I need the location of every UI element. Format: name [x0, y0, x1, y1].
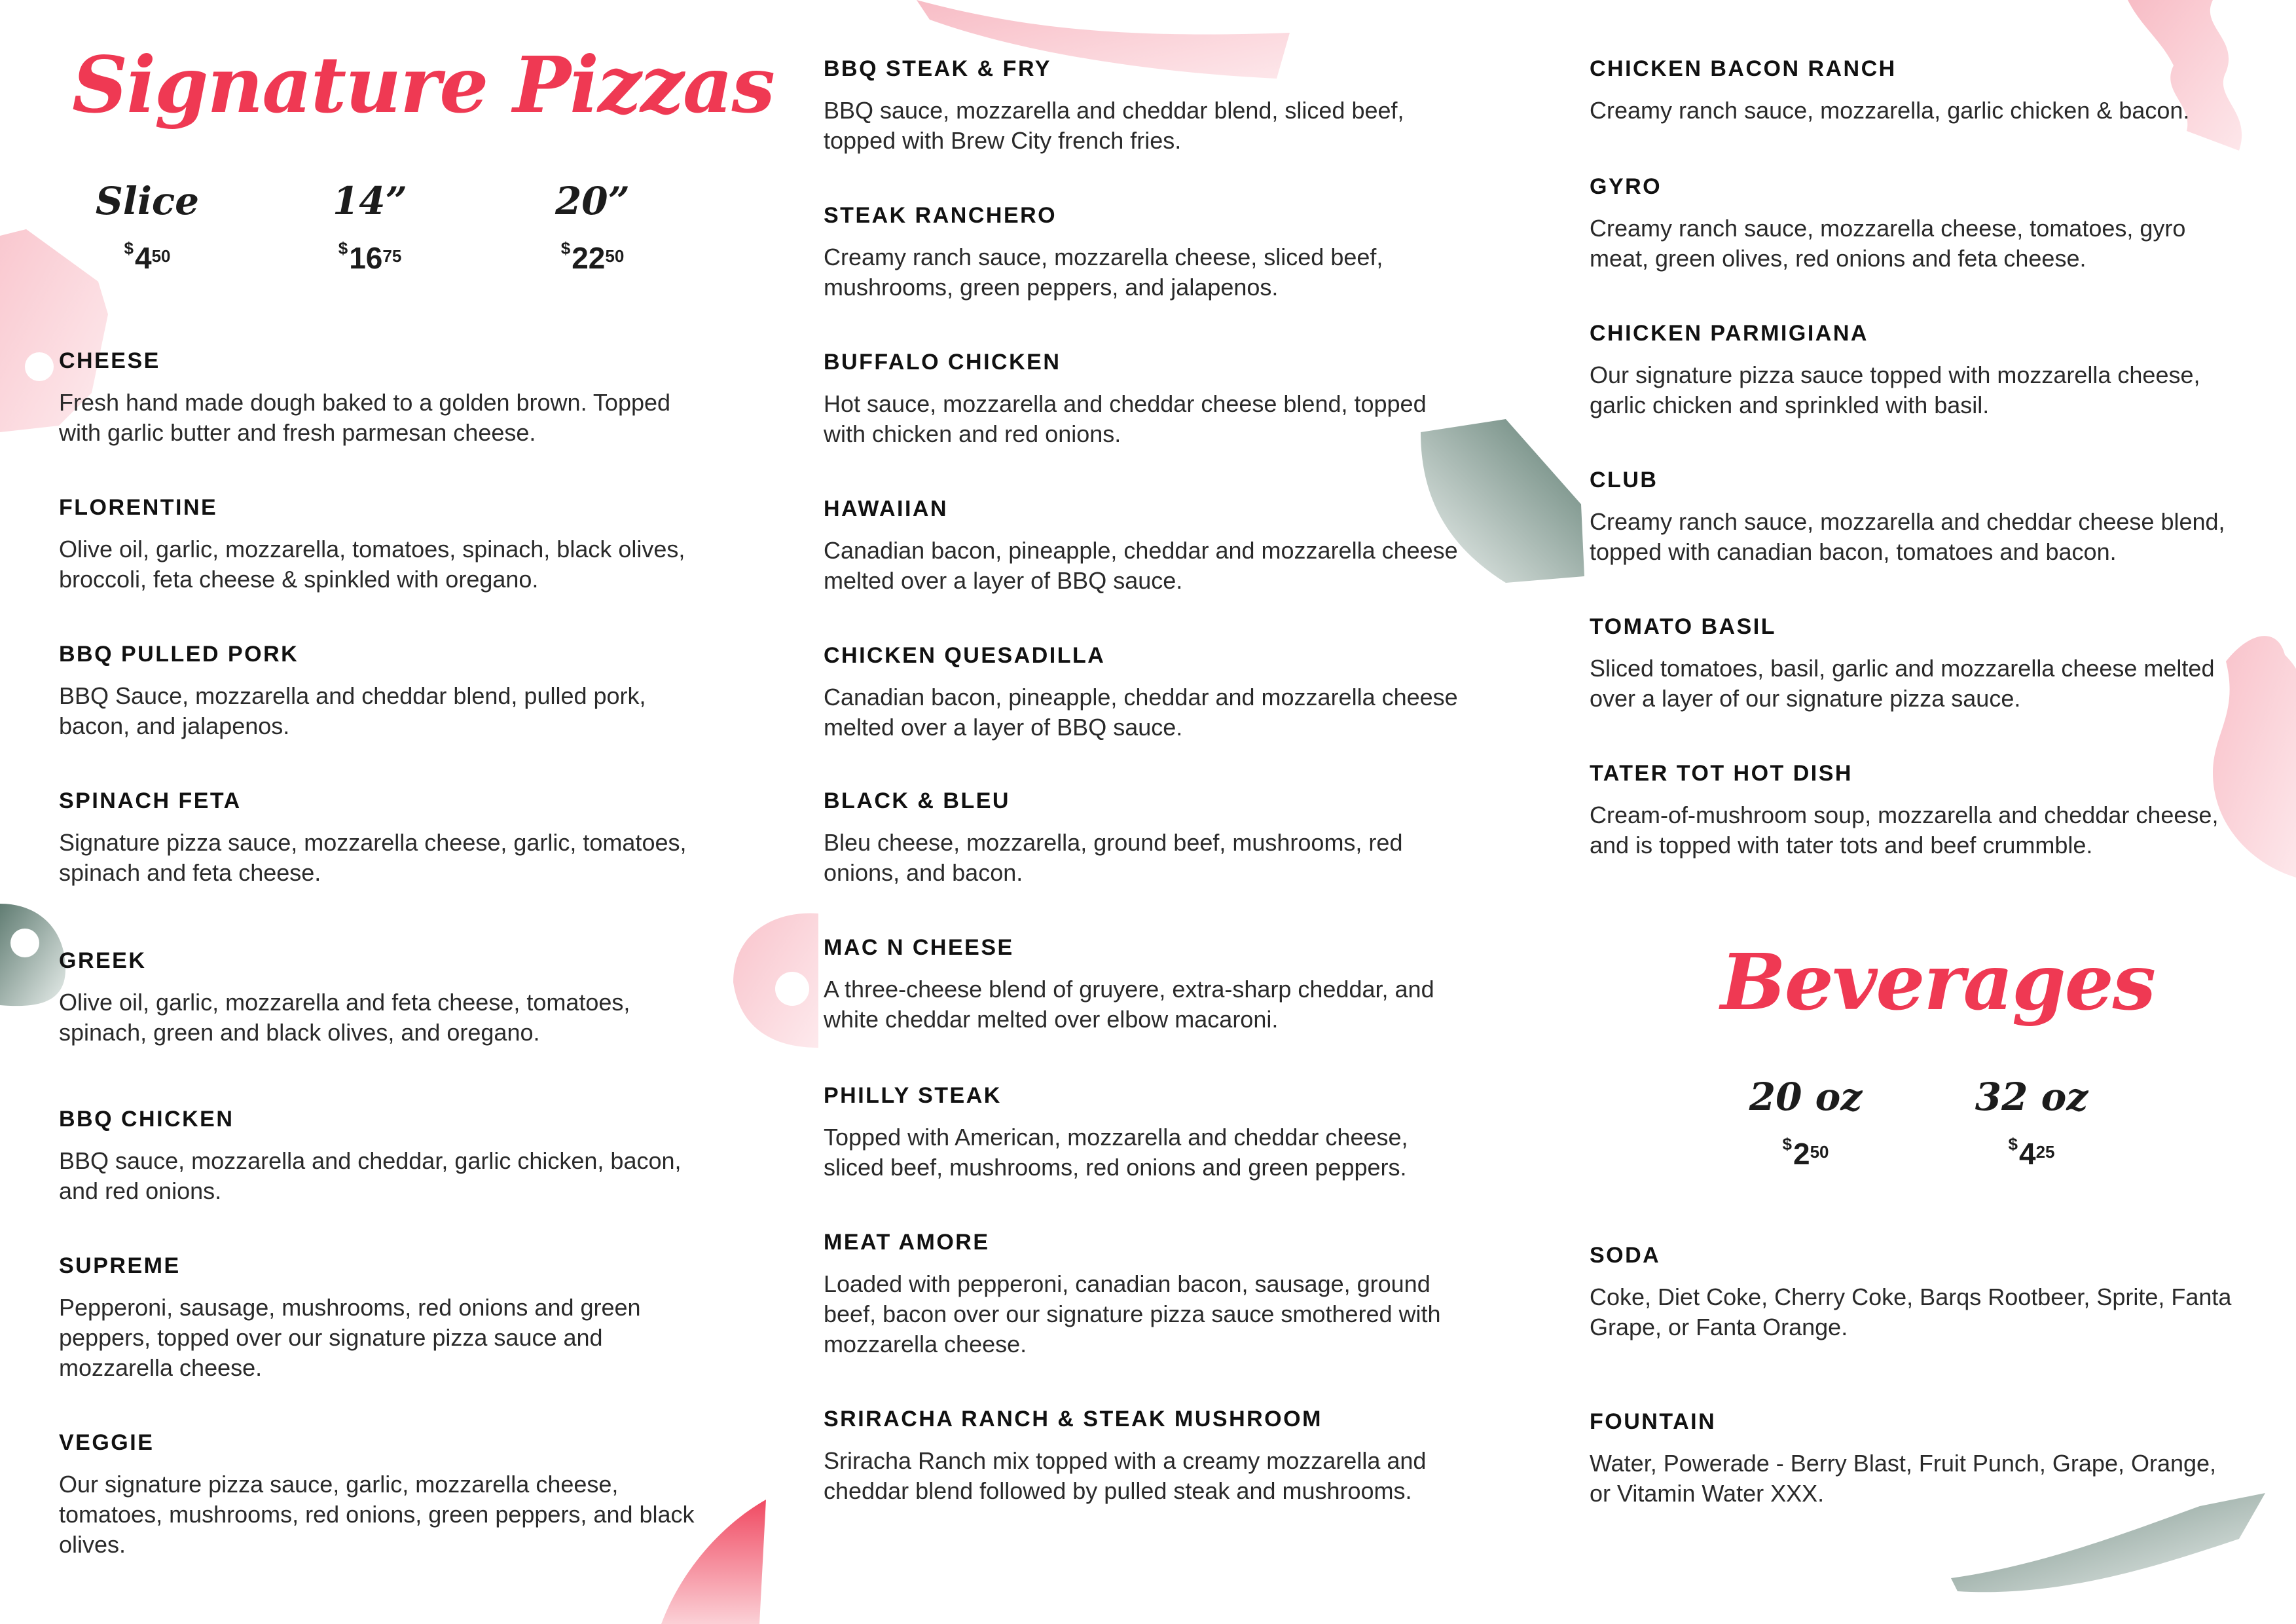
menu-item [824, 351, 1472, 449]
menu-item [824, 1231, 1472, 1359]
item-description: Olive oil, garlic, mozzarella and feta cheese, tomatoes, spinach, green and black olives, and oregano. [59, 989, 630, 1046]
menu-item [824, 936, 1472, 1035]
menu-item [1590, 1244, 2238, 1342]
price-20-oz [1740, 1075, 1871, 1172]
item-description: Creamy ranch sauce, mozzarella cheese, tomatoes, gyro meat, green olives, red onions and feta cheese. [1590, 215, 2186, 272]
item-name: FOUNTAIN [1590, 1409, 1717, 1434]
item-description: Our signature pizza sauce, garlic, mozzarella cheese, tomatoes, mushrooms, red onions, green peppers, and black olives. [59, 1471, 695, 1558]
price-slice [92, 179, 203, 276]
item-description: Fresh hand made dough baked to a golden brown. Topped with garlic butter and fresh parmesan cheese. [59, 389, 671, 446]
menu-item [59, 1431, 707, 1560]
menu-item [824, 790, 1472, 888]
item-description: Creamy ranch sauce, mozzarella and cheddar cheese blend, topped with canadian bacon, tomatoes and bacon. [1590, 508, 2225, 565]
menu-item [824, 1408, 1472, 1506]
item-name: GREEK [59, 948, 147, 973]
item-name: PHILLY STEAK [824, 1083, 1002, 1108]
menu-item [59, 643, 707, 741]
item-description: Loaded with pepperoni, canadian bacon, sausage, ground beef, bacon over our signature pizza sauce smothered with mozzarella cheese. [824, 1270, 1441, 1357]
size-label: 32 oz [1975, 1075, 2088, 1119]
item-name: HAWAIIAN [824, 496, 948, 521]
item-name: FLORENTINE [59, 495, 218, 520]
item-description: A three-cheese blend of gruyere, extra-sharp cheddar, and white cheddar melted over elbow macaroni. [824, 976, 1434, 1033]
price-20-inch [537, 179, 648, 276]
price-32-oz [1966, 1075, 2097, 1172]
item-description: Signature pizza sauce, mozzarella cheese, garlic, tomatoes, spinach and feta cheese. [59, 829, 687, 886]
menu-item [1590, 762, 2238, 860]
item-name: BBQ CHICKEN [59, 1107, 234, 1132]
menu-item [59, 350, 707, 448]
item-description: Creamy ranch sauce, mozzarella cheese, sliced beef, mushrooms, green peppers, and jalapenos. [824, 244, 1383, 301]
price-14-inch [314, 179, 426, 276]
item-name: CLUB [1590, 468, 1658, 492]
price-value: $^{\$}4^{25}$ [2008, 1134, 2055, 1171]
item-description: Bleu cheese, mozzarella, ground beef, mushrooms, red onions, and bacon. [824, 829, 1403, 886]
item-description: Sliced tomatoes, basil, garlic and mozzarella cheese melted over a layer of our signature pizza sauce. [1590, 655, 2215, 712]
menu-item [59, 790, 707, 888]
beverages-title: Beverages [1721, 936, 2155, 1027]
menu-item [59, 496, 707, 595]
beverage-price-row [1740, 1075, 2097, 1172]
item-description: Our signature pizza sauce topped with mozzarella cheese, garlic chicken and sprinkled with basil. [1590, 361, 2200, 418]
size-label: Slice [95, 179, 200, 223]
item-name: SODA [1590, 1243, 1661, 1268]
item-description: Coke, Diet Coke, Cherry Coke, Barqs Rootbeer, Sprite, Fanta Grape, or Fanta Orange. [1590, 1283, 2232, 1340]
size-label: 20” [555, 179, 630, 223]
price-value: $^{\$}22^{50}$ [560, 238, 625, 275]
item-description: BBQ sauce, mozzarella and cheddar, garlic chicken, bacon, and red onions. [59, 1147, 682, 1204]
item-name: TOMATO BASIL [1590, 614, 1776, 639]
item-description: Olive oil, garlic, mozzarella, tomatoes, spinach, black olives, broccoli, feta cheese & spinkled with oregano. [59, 536, 685, 593]
price-value: $^{\$}4^{50}$ [124, 238, 171, 275]
menu-item [1590, 1411, 2238, 1509]
item-name: GYRO [1590, 174, 1662, 199]
item-description: Canadian bacon, pineapple, cheddar and mozzarella cheese melted over a layer of BBQ sauce. [824, 537, 1458, 594]
size-label: 14” [332, 179, 408, 223]
item-description: Cream-of-mushroom soup, mozzarella and cheddar cheese, and is topped with tater tots and beef crummble. [1590, 802, 2219, 858]
item-name: BUFFALO CHICKEN [824, 350, 1061, 375]
item-name: CHICKEN BACON RANCH [1590, 56, 1897, 81]
signature-pizzas-title: Signature Pizzas [72, 39, 774, 130]
menu-item [824, 204, 1472, 303]
menu-item [59, 1255, 707, 1383]
item-name: BLACK & BLEU [824, 788, 1010, 813]
menu-item [1590, 322, 2238, 420]
price-value: $^{\$}2^{50}$ [1782, 1134, 1829, 1171]
menu-item [824, 498, 1472, 596]
menu-item [824, 1084, 1472, 1183]
size-label: 20 oz [1749, 1075, 1863, 1119]
item-name: SPINACH FETA [59, 788, 242, 813]
item-name: SRIRACHA RANCH & STEAK MUSHROOM [824, 1407, 1322, 1431]
menu-item [824, 58, 1472, 156]
item-name: VEGGIE [59, 1430, 155, 1455]
item-name: CHICKEN QUESADILLA [824, 643, 1106, 668]
price-value: $^{\$}16^{75}$ [338, 238, 402, 275]
item-name: SUPREME [59, 1253, 181, 1278]
menu-item [59, 1108, 707, 1206]
item-description: Sriracha Ranch mix topped with a creamy mozzarella and cheddar blend followed by pulled steak and mushrooms. [824, 1447, 1427, 1504]
item-description: Hot sauce, mozzarella and cheddar cheese blend, topped with chicken and red onions. [824, 390, 1427, 447]
item-name: BBQ PULLED PORK [59, 642, 299, 667]
item-description: Water, Powerade - Berry Blast, Fruit Punch, Grape, Orange, or Vitamin Water XXX. [1590, 1450, 2217, 1507]
item-description: Canadian bacon, pineapple, cheddar and mozzarella cheese melted over a layer of BBQ sauce. [824, 684, 1458, 741]
item-description: BBQ sauce, mozzarella and cheddar blend, sliced beef, topped with Brew City french fries. [824, 97, 1404, 154]
menu-item [59, 950, 707, 1048]
item-name: BBQ STEAK & FRY [824, 56, 1051, 81]
menu-item [1590, 58, 2238, 126]
menu-item [1590, 616, 2238, 714]
item-description: Creamy ranch sauce, mozzarella, garlic chicken & bacon. [1590, 97, 2190, 124]
pizza-price-row [92, 179, 648, 276]
item-description: Pepperoni, sausage, mushrooms, red onions and green peppers, topped over our signature pizza sauce and mozzarella cheese. [59, 1294, 641, 1381]
item-name: MEAT AMORE [824, 1230, 990, 1255]
item-name: MAC N CHEESE [824, 935, 1014, 960]
menu-item [1590, 469, 2238, 567]
menu-item [824, 644, 1472, 743]
item-name: CHICKEN PARMIGIANA [1590, 321, 1868, 346]
item-description: BBQ Sauce, mozzarella and cheddar blend, pulled pork, bacon, and jalapenos. [59, 682, 646, 739]
item-description: Topped with American, mozzarella and cheddar cheese, sliced beef, mushrooms, red onions and green peppers. [824, 1124, 1408, 1181]
item-name: CHEESE [59, 348, 160, 373]
item-name: TATER TOT HOT DISH [1590, 761, 1853, 786]
menu-item [1590, 175, 2238, 274]
item-name: STEAK RANCHERO [824, 203, 1057, 228]
